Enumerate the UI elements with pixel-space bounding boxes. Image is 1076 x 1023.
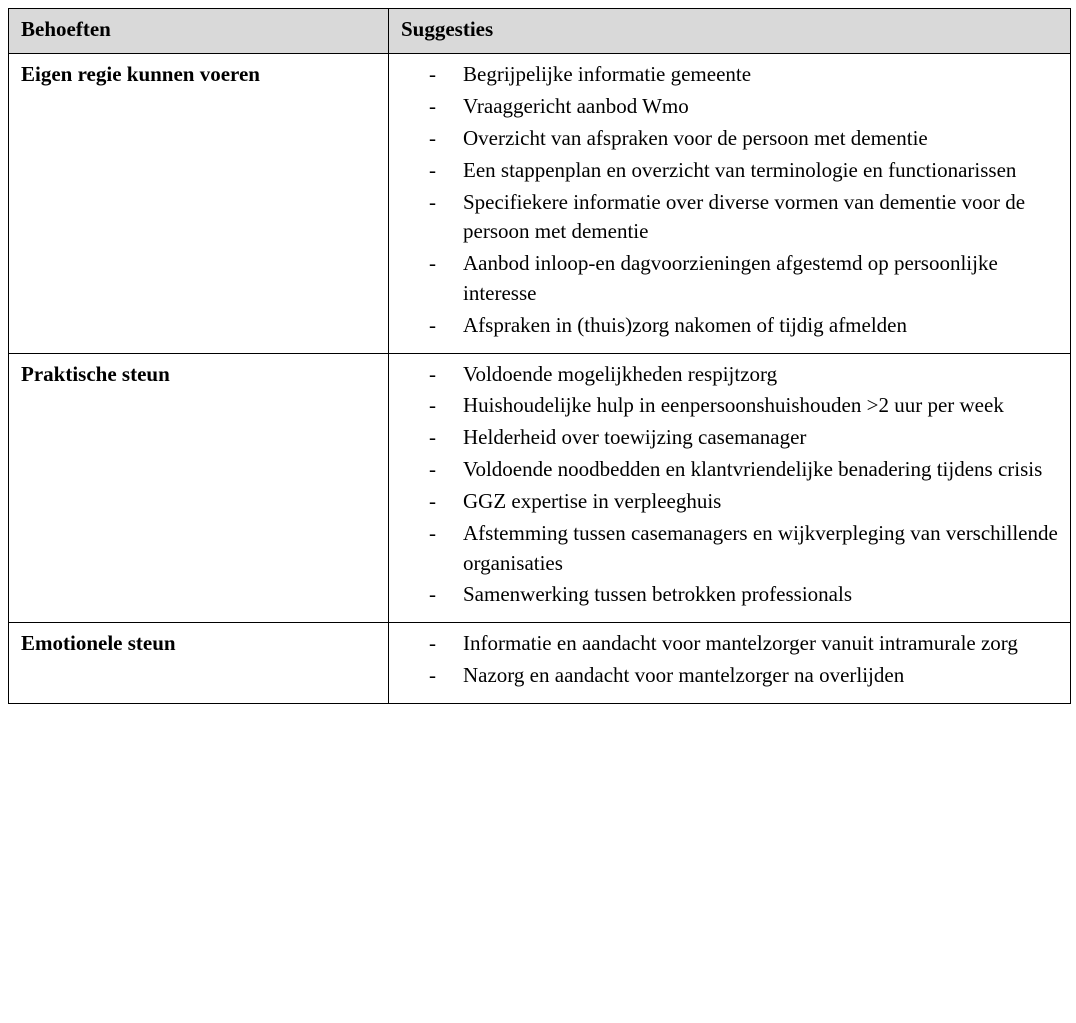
list-item-text: Samenwerking tussen betrokken professionals (463, 582, 853, 607)
bullet-dash: - (429, 582, 436, 607)
suggestions-cell (389, 54, 1071, 353)
table-row (9, 623, 1071, 704)
document-page (0, 8, 1076, 1023)
column-header-suggesties: Suggesties (389, 9, 1071, 54)
list-item (401, 249, 1060, 309)
list-item (401, 60, 1060, 90)
list-item-text: Nazorg en aandacht voor mantelzorger na overlijden (463, 662, 905, 687)
list-item (401, 661, 1060, 691)
list-item-text: Helderheid over toewijzing casemanager (463, 425, 807, 450)
bullet-dash: - (429, 631, 436, 656)
suggestion-list (401, 60, 1060, 340)
table-header (9, 9, 1071, 54)
list-item-text: Vraaggericht aanbod Wmo (463, 94, 689, 119)
list-item-text: Huishoudelijke hulp in eenpersoonshuishouden >2 uur per week (463, 393, 1004, 418)
list-item (401, 311, 1060, 341)
list-item-text: Aanbod inloop-en dagvoorzieningen afgestemd op persoonlijke interesse (463, 251, 998, 306)
table-body (9, 54, 1071, 703)
list-item (401, 487, 1060, 517)
list-item (401, 391, 1060, 421)
suggestion-list (401, 360, 1060, 611)
suggestions-cell (389, 623, 1071, 704)
table-header-row (9, 9, 1071, 54)
needs-suggestions-table (8, 8, 1071, 704)
bullet-dash: - (429, 520, 436, 545)
bullet-dash: - (429, 189, 436, 214)
bullet-dash: - (429, 62, 436, 87)
list-item-text: GGZ expertise in verpleeghuis (463, 488, 722, 513)
bullet-dash: - (429, 425, 436, 450)
list-item (401, 156, 1060, 186)
bullet-dash: - (429, 312, 436, 337)
list-item (401, 188, 1060, 248)
bullet-dash: - (429, 361, 436, 386)
list-item-text: Voldoende mogelijkheden respijtzorg (463, 361, 778, 386)
list-item-text: Voldoende noodbedden en klantvriendelijke benadering tijdens crisis (463, 457, 1043, 482)
list-item-text: Overzicht van afspraken voor de persoon met dementie (463, 125, 928, 150)
suggestion-list (401, 629, 1060, 691)
bullet-dash: - (429, 488, 436, 513)
list-item (401, 423, 1060, 453)
list-item (401, 519, 1060, 579)
bullet-dash: - (429, 662, 436, 687)
list-item (401, 124, 1060, 154)
list-item (401, 360, 1060, 390)
list-item (401, 455, 1060, 485)
bullet-dash: - (429, 457, 436, 482)
list-item-text: Begrijpelijke informatie gemeente (463, 62, 752, 87)
bullet-dash: - (429, 251, 436, 276)
column-header-behoeften: Behoeften (9, 9, 389, 54)
need-label: Praktische steun (9, 353, 389, 623)
list-item (401, 92, 1060, 122)
list-item (401, 629, 1060, 659)
bullet-dash: - (429, 393, 436, 418)
bullet-dash: - (429, 157, 436, 182)
list-item-text: Informatie en aandacht voor mantelzorger vanuit intramurale zorg (463, 631, 1018, 656)
list-item-text: Afspraken in (thuis)zorg nakomen of tijdig afmelden (463, 312, 907, 337)
bullet-dash: - (429, 94, 436, 119)
list-item-text: Een stappenplan en overzicht van terminologie en functionarissen (463, 157, 1017, 182)
suggestions-cell (389, 353, 1071, 623)
list-item (401, 580, 1060, 610)
need-label: Eigen regie kunnen voeren (9, 54, 389, 353)
table-row (9, 54, 1071, 353)
bullet-dash: - (429, 125, 436, 150)
list-item-text: Specifiekere informatie over diverse vormen van dementie voor de persoon met dementie (463, 189, 1026, 244)
need-label: Emotionele steun (9, 623, 389, 704)
table-row (9, 353, 1071, 623)
list-item-text: Afstemming tussen casemanagers en wijkverpleging van verschillende organisaties (463, 520, 1058, 575)
